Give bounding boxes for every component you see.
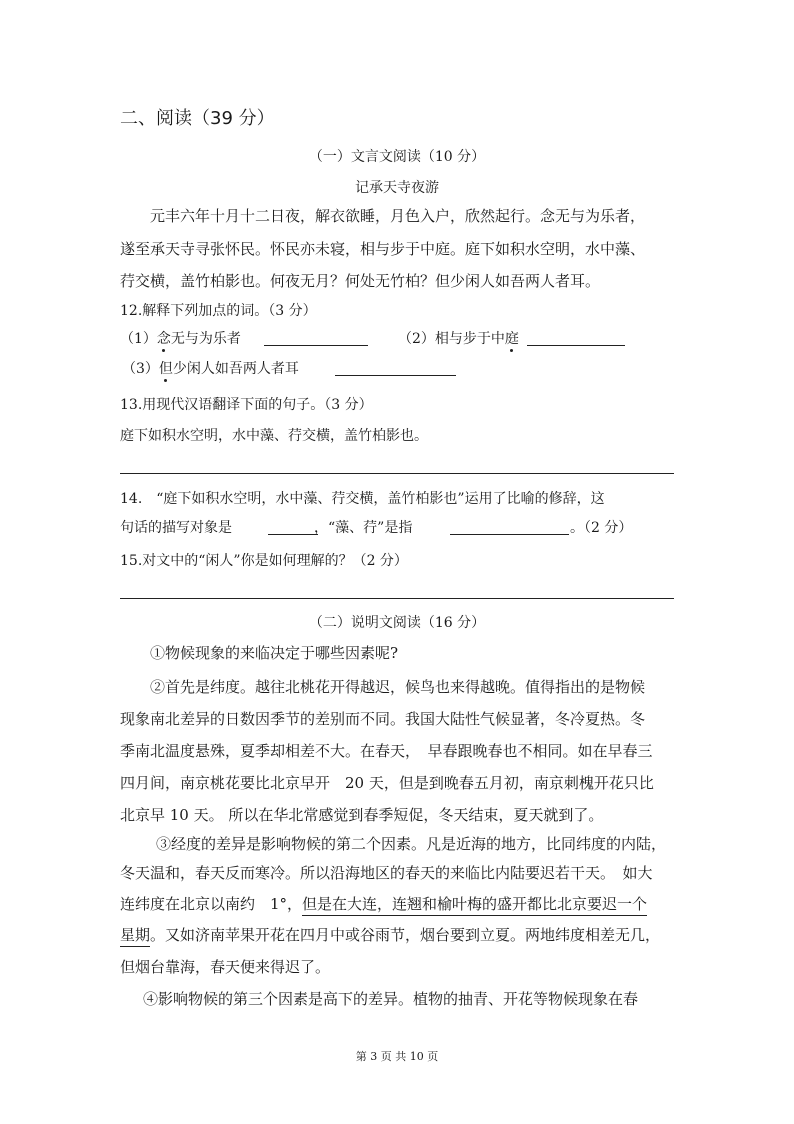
q14-line2-c: 。（2 分） [570,520,633,536]
q14-line2-a: 句话的描写对象是 [120,520,232,536]
exp-p3-line-1: ③经度的差异是影响物候的第二个因素。凡是近海的地方，比同纬度的内陆， [156,835,667,853]
q12-item3-post: 少闲人如吾两人者耳 [172,361,299,377]
exp-p3-line4-b: 。又如济南苹果开花在四月中或谷雨节，烟台要到立夏。两地纬度相差无几， [150,926,661,944]
q14-line-2 [120,517,232,537]
part1-heading: （一）文言文阅读（10 分） [308,149,486,165]
q13-sentence: 庭下如积水空明，水中藻、荇交横，盖竹柏影也。 [120,428,428,444]
exp-p2-line-2: 现象南北差异的日数因季节的差别而不同。我国大陆性气候显著，冬冷夏热。冬 [120,710,646,728]
q12-item1-post: 无与为乐者 [170,331,241,347]
classical-line-2: 遂至承天寺寻张怀民。怀民亦未寝，相与步于中庭。庭下如积水空明，水中藻、 [120,240,646,258]
exp-p1: ①物候现象的来临决定于哪些因素呢? [150,644,399,662]
q12-answer-blank-3[interactable] [335,359,456,376]
q13-prompt: 13.用现代汉语翻译下面的句子。（3 分） [120,397,373,413]
q12-item1-dotted-word: 念 [156,331,171,347]
q12-item2-dotted-word: 庭 [504,331,519,347]
q15-answer-line[interactable] [120,598,674,599]
section-title: 二、阅读（39 分） [120,108,275,129]
exp-p4: ④影响物候的第三个因素是高下的差异。植物的抽青、开花等物候现象在春 [143,990,639,1008]
q12-item1-pre: （1） [120,331,157,347]
q14-answer-blank-2[interactable] [450,518,569,535]
q12-item-3 [122,358,299,378]
poem-title: 记承天寺夜游 [355,180,439,196]
q15-prompt: 15.对文中的“闲人”你是如何理解的？（2 分） [120,553,408,569]
classical-line-1: 元丰六年十月十二日夜，解衣欲睡，月色入户，欣然起行。念无与为乐者， [150,207,646,225]
exp-p2-line-3: 季南北温度悬殊，夏季却相差不大。在春天， 早春跟晚春也不相同。如在早春三 [120,742,653,760]
q12-prompt: 12.解释下列加点的词。（3 分） [120,303,317,319]
page-footer: 第 3 页 共 10 页 [355,1050,439,1063]
exp-p3-line-2: 冬天温和，春天反而寒冷。所以沿海地区的春天的来临比内陆要迟若干天。 如大 [120,864,653,882]
q14-line-1: 14. “庭下如积水空明，水中藻、荇交横，盖竹柏影也”运用了比喻的修辞，这 [120,491,605,507]
q12-item3-pre: （3） [122,361,159,377]
exp-p3-underlined-a: 但是在大连，连翘和榆叶梅的盛开都比北京要迟一个 [302,895,647,916]
exp-p2-line-4: 四月间，南京桃花要比北京早开 20 天，但是到晚春五月初，南京刺槐开花只比 [120,774,654,792]
exp-p2-line-1: ②首先是纬度。越往北桃花开得越迟，候鸟也来得越晚。值得指出的是物候 [150,678,646,696]
exp-p3-line-3 [120,893,647,914]
q14-line2-b: ，“藻、荇”是指 [314,520,413,536]
q12-item-2 [398,328,519,348]
exp-p3-line-4 [120,924,660,945]
q13-answer-line[interactable] [120,473,674,474]
q12-item2-pre: （2）相与步于中 [398,331,505,347]
q12-item3-dotted-word: 但 [158,361,173,377]
q14-answer-blank-1[interactable] [268,518,318,535]
part2-heading: （二）说明文阅读（16 分） [308,615,486,631]
exp-p3-line3-a: 连纬度在北京以南约 1°， [120,895,303,913]
exp-p3-underlined-b: 星期 [120,926,150,947]
classical-line-3: 荇交横，盖竹柏影也。何夜无月？何处无竹柏？但少闲人如吾两人者耳。 [120,272,601,290]
exp-p3-line-5: 但烟台靠海，春天便来得迟了。 [120,958,331,976]
q12-answer-blank-2[interactable] [527,329,625,346]
q12-answer-blank-1[interactable] [264,329,368,346]
exp-p2-line-5: 北京早 10 天。 所以在华北常感觉到春季短促，冬天结束，夏天就到了。 [120,806,604,824]
q12-item-1 [120,328,241,348]
